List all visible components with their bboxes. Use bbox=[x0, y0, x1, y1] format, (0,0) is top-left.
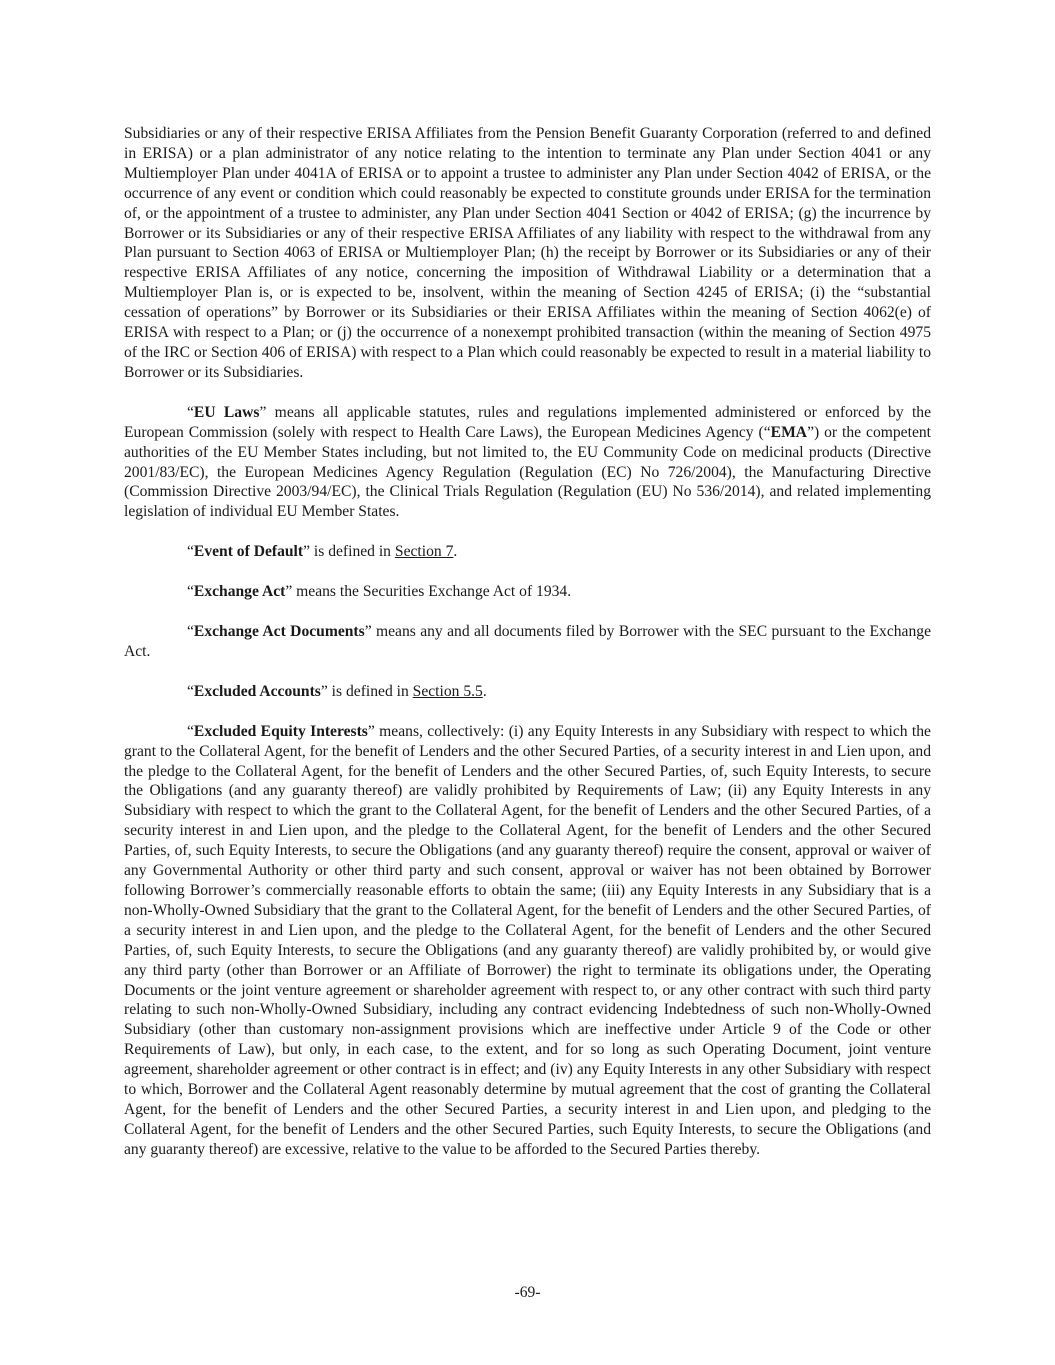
section-7-reference: Section 7 bbox=[394, 543, 454, 561]
term-exchange-act: Exchange Act bbox=[193, 583, 286, 601]
term-excluded-accounts: Excluded Accounts bbox=[193, 682, 321, 700]
definition-eu-laws: “EU Laws” means all applicable statutes, rules and regulations implemented administered or enforced by the European Commission (solely with respect to Health Care Laws), the European Medicines Agency (“EMA”) or the competent authorities of the EU Member States including, but not limited to, the EU Community Code on medicinal products (Directive 2001/83/EC), the European Medicines Agency Regulation (Regulation (EC) No 726/2004), the Manufacturing Directive (Commission Directive 2003/94/EC), the Clinical Trials Regulation (Regulation (EU) No 536/2014), and related implementing legislation of individual EU Member States. bbox=[124, 403, 931, 521]
term-ema: EMA bbox=[770, 423, 808, 441]
page-number: -69- bbox=[514, 1284, 541, 1301]
definition-event-of-default: “Event of Default” is defined in Section 7. bbox=[187, 543, 458, 561]
section-5-5-reference: Section 5.5 bbox=[412, 682, 483, 700]
term-event-of-default: Event of Default bbox=[193, 543, 304, 561]
term-excluded-equity-interests: Excluded Equity Interests bbox=[193, 722, 368, 740]
term-exchange-act-documents: Exchange Act Documents bbox=[193, 623, 365, 641]
term-eu-laws: EU Laws bbox=[193, 403, 260, 421]
document-page bbox=[124, 124, 931, 1180]
definition-excluded-accounts: “Excluded Accounts” is defined in Section 5.5. bbox=[187, 682, 487, 700]
definition-exchange-act: “Exchange Act” means the Securities Exchange Act of 1934. bbox=[187, 583, 572, 601]
paragraph-continuation: Subsidiaries or any of their respective ERISA Affiliates from the Pension Benefit Guaranty Corporation (referred to and defined in ERISA) or a plan administrator of any notice relating to the intention to terminate any Plan under Section 4041 or any Multiemployer Plan under 4041A of ERISA or to appoint a trustee to administer any Plan under Section 4042 of ERISA, or the occurrence of any event or condition which could reasonably be expected to constitute grounds under ERISA for the termination of, or the appointment of a trustee to administer, any Plan under Section 4041 Section or 4042 of ERISA; (g) the incurrence by Borrower or its Subsidiaries or any of their respective ERISA Affiliates of any liability with respect to the withdrawal from any Plan pursuant to Section 4063 of ERISA or Multiemployer Plan; (h) the receipt by Borrower or its Subsidiaries or any of their respective ERISA Affiliates of any notice, concerning the imposition of Withdrawal Liability or a determination that a Multiemployer Plan is, or is expected to be, insolvent, within the meaning of Section 4245 of ERISA; (i) the “substantial cessation of operations” by Borrower or its Subsidiaries or their ERISA Affiliates within the meaning of Section 4062(e) of ERISA with respect to a Plan; or (j) the occurrence of a nonexempt prohibited transaction (within the meaning of Section 4975 of the IRC or Section 406 of ERISA) with respect to a Plan which could reasonably be expected to result in a material liability to Borrower or its Subsidiaries. bbox=[124, 125, 931, 381]
definition-excluded-equity-interests: “Excluded Equity Interests” means, collectively: (i) any Equity Interests in any Subsidiary with respect to which the grant to the Collateral Agent, for the benefit of Lenders and the other Secured Parties, of a security interest in and Lien upon, and the pledge to the Collateral Agent, for the benefit of Lenders and the other Secured Parties, of, such Equity Interests, to secure the Obligations (and any guaranty thereof) are validly prohibited by Requirements of Law; (ii) any Equity Interests in any Subsidiary with respect to which the grant to the Collateral Agent, for the benefit of Lenders and the other Secured Parties, of a security interest in and Lien upon, and the pledge to the Collateral Agent, for the benefit of Lenders and the other Secured Parties, of, such Equity Interests, to secure the Obligations (and any guaranty thereof) require the consent, approval or waiver of any Governmental Authority or other third party and such consent, approval or waiver has not been obtained by Borrower following Borrower’s commercially reasonable efforts to obtain the same; (iii) any Equity Interests in any Subsidiary that is a non-Wholly-Owned Subsidiary that the grant to the Collateral Agent, for the benefit of Lenders and the other Secured Parties, of a security interest in and Lien upon, and the pledge to the Collateral Agent, for the benefit of Lenders and the other Secured Parties, of, such Equity Interests, to secure the Obligations (and any guaranty thereof) are validly prohibited by, or would give any third party (other than Borrower or an Affiliate of Borrower) the right to terminate its obligations under, the Operating Documents or the joint venture agreement or shareholder agreement with respect to, or any other contract with such third party relating to such non-Wholly-Owned Subsidiary, including any contract evidencing Indebtedness of such non-Wholly-Owned Subsidiary (other than customary non-assignment provisions which are ineffective under Article 9 of the Code or other Requirements of Law), but only, in each case, to the extent, and for so long as such Operating Document, joint venture agreement, shareholder agreement or other contract is in effect; and (iv) any Equity Interests in any other Subsidiary with respect to which, Borrower and the Collateral Agent reasonably determine by mutual agreement that the cost of granting the Collateral Agent, for the benefit of Lenders and the other Secured Parties, a security interest in and Lien upon, and pledging to the Collateral Agent, for the benefit of Lenders and the other Secured Parties, such Equity Interests, to secure the Obligations (and any guaranty thereof) are excessive, relative to the value to be afforded to the Secured Parties thereby. bbox=[124, 722, 931, 1158]
definition-exchange-act-documents: “Exchange Act Documents” means any and all documents filed by Borrower with the SEC pursuant to the Exchange Act. bbox=[124, 623, 931, 660]
